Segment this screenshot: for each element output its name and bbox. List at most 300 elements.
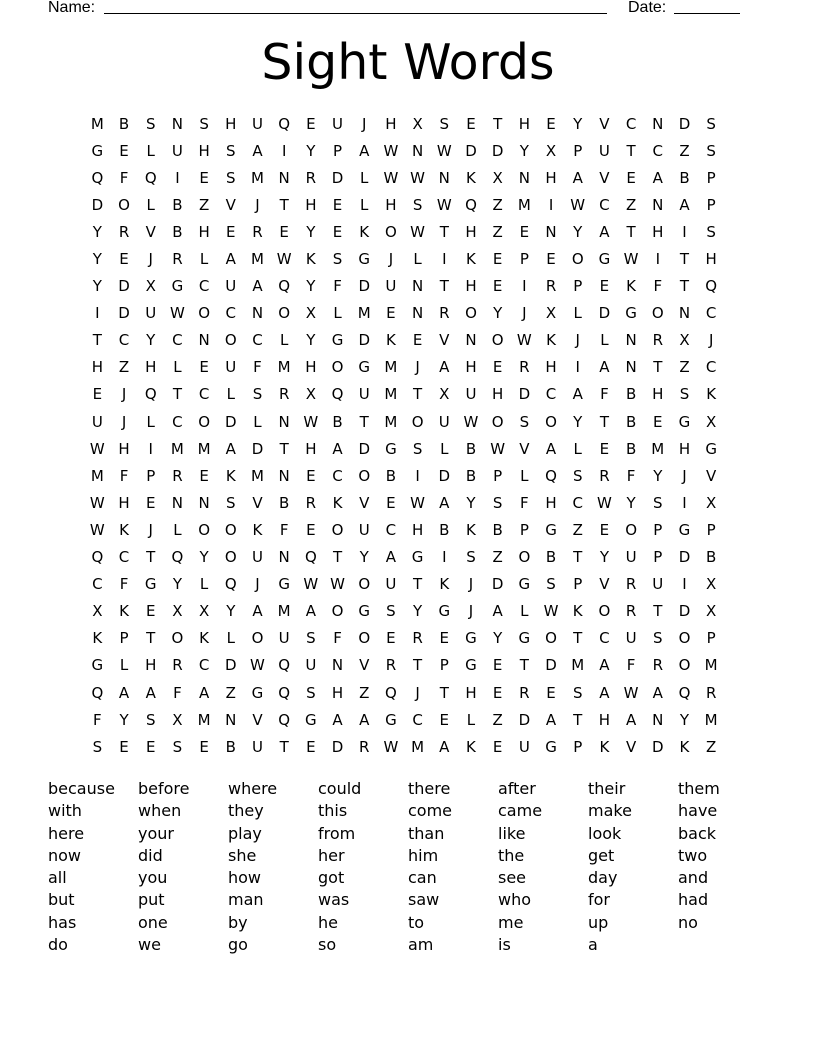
grid-letter: S bbox=[546, 575, 556, 594]
grid-letter: X bbox=[305, 385, 316, 404]
grid-letter: C bbox=[599, 629, 610, 648]
grid-letter: Z bbox=[492, 710, 503, 729]
grid-letter: S bbox=[332, 250, 343, 269]
grid-letter: C bbox=[92, 575, 103, 594]
grid-letter: Q bbox=[278, 683, 291, 702]
grid-letter: H bbox=[492, 385, 504, 404]
grid-letter: U bbox=[625, 629, 637, 648]
grid-letter: C bbox=[118, 331, 130, 350]
grid-letter: S bbox=[145, 114, 156, 133]
grid-letter: J bbox=[148, 250, 153, 269]
grid-letter: O bbox=[625, 520, 637, 539]
grid-letter: G bbox=[251, 683, 264, 702]
grid-letter: J bbox=[121, 385, 127, 404]
grid-letter: O bbox=[331, 602, 344, 621]
grid-letter: H bbox=[465, 277, 477, 296]
word-list-item: there bbox=[408, 779, 451, 798]
grid-letter: F bbox=[626, 466, 636, 485]
grid-letter: N bbox=[625, 358, 637, 377]
grid-letter: Q bbox=[91, 168, 104, 187]
grid-letter: K bbox=[466, 520, 476, 539]
grid-letter: S bbox=[706, 222, 716, 241]
grid-letter: O bbox=[331, 520, 344, 539]
grid-letter: Q bbox=[705, 277, 718, 296]
grid-letter: M bbox=[411, 737, 425, 756]
word-list-item: from bbox=[318, 823, 356, 843]
grid-letter: Y bbox=[493, 304, 503, 323]
grid-letter: Q bbox=[278, 656, 291, 675]
grid-letter: Q bbox=[465, 195, 477, 214]
grid-letter: A bbox=[545, 710, 557, 729]
grid-letter: N bbox=[278, 168, 290, 187]
grid-letter: V bbox=[252, 493, 263, 512]
grid-letter: H bbox=[545, 168, 557, 187]
grid-letter: F bbox=[119, 168, 129, 187]
grid-letter: A bbox=[252, 277, 263, 296]
word-list-item: she bbox=[228, 845, 257, 865]
grid-letter: J bbox=[468, 575, 474, 594]
grid-letter: R bbox=[705, 683, 717, 702]
grid-letter: R bbox=[118, 222, 130, 241]
grid-letter: I bbox=[682, 222, 687, 241]
word-list-item: make bbox=[588, 801, 632, 821]
grid-letter: I bbox=[175, 168, 180, 187]
grid-letter: D bbox=[118, 304, 130, 323]
grid-letter: Z bbox=[679, 141, 690, 160]
grid-letter: X bbox=[145, 277, 156, 296]
grid-letter: C bbox=[225, 304, 237, 323]
grid-letter: A bbox=[252, 602, 263, 621]
grid-letter: B bbox=[172, 195, 183, 214]
grid-letter: C bbox=[172, 412, 183, 431]
grid-letter: J bbox=[148, 520, 153, 539]
word-list-item: put bbox=[138, 890, 165, 910]
grid-letter: E bbox=[306, 737, 316, 756]
word-list-item: their bbox=[588, 779, 626, 798]
grid-letter: A bbox=[679, 195, 690, 214]
grid-letter: X bbox=[305, 304, 316, 323]
word-list-item: to bbox=[408, 912, 425, 932]
grid-letter: G bbox=[465, 629, 477, 648]
grid-letter: V bbox=[439, 331, 450, 350]
word-list-item: am bbox=[408, 935, 434, 955]
grid-letter: O bbox=[358, 466, 371, 485]
grid-letter: C bbox=[599, 195, 610, 214]
word-list-item: came bbox=[498, 801, 543, 821]
grid-letter: A bbox=[439, 493, 450, 512]
grid-letter: U bbox=[251, 114, 263, 133]
word-list bbox=[48, 778, 768, 956]
grid-letter: D bbox=[331, 168, 344, 187]
grid-letter: X bbox=[706, 493, 717, 512]
grid-letter: M bbox=[197, 710, 211, 729]
grid-letter: L bbox=[146, 141, 155, 160]
grid-letter: Y bbox=[172, 575, 182, 594]
grid-letter: K bbox=[119, 602, 129, 621]
grid-letter: G bbox=[278, 575, 290, 594]
word-list-item: how bbox=[228, 868, 262, 888]
grid-letter: M bbox=[197, 439, 211, 458]
grid-letter: B bbox=[279, 493, 290, 512]
grid-letter: O bbox=[678, 629, 691, 648]
grid-letter: T bbox=[573, 710, 583, 729]
grid-letter: V bbox=[706, 466, 717, 485]
grid-letter: A bbox=[198, 683, 210, 702]
grid-letter: D bbox=[518, 710, 531, 729]
name-label: Name: bbox=[48, 0, 96, 16]
grid-letter: K bbox=[599, 737, 610, 756]
grid-letter: X bbox=[172, 602, 183, 621]
grid-letter: A bbox=[439, 358, 450, 377]
grid-letter: T bbox=[172, 385, 182, 404]
grid-letter: K bbox=[546, 331, 556, 350]
grid-letter: Q bbox=[385, 683, 397, 702]
grid-letter: V bbox=[625, 737, 637, 756]
grid-letter: D bbox=[225, 412, 237, 431]
grid-letter: H bbox=[145, 656, 157, 675]
grid-letter: R bbox=[305, 168, 317, 187]
grid-letter: U bbox=[145, 304, 157, 323]
grid-letter: A bbox=[332, 439, 343, 458]
grid-letter: M bbox=[704, 656, 718, 675]
grid-letter: N bbox=[278, 548, 290, 567]
grid-letter: N bbox=[411, 277, 424, 296]
grid-letter: N bbox=[438, 168, 450, 187]
grid-letter: E bbox=[306, 520, 316, 539]
grid-letter: H bbox=[385, 114, 397, 133]
grid-letter: P bbox=[519, 520, 529, 539]
grid-letter: U bbox=[358, 520, 370, 539]
grid-letter: I bbox=[575, 358, 580, 377]
word-list-item: because bbox=[48, 779, 115, 798]
grid-letter: P bbox=[119, 629, 129, 648]
page-title: Sight Words bbox=[261, 34, 555, 91]
grid-letter: W bbox=[516, 331, 532, 350]
grid-letter: C bbox=[705, 358, 717, 377]
grid-letter: J bbox=[388, 250, 394, 269]
grid-letter: T bbox=[439, 683, 449, 702]
grid-letter: G bbox=[171, 277, 184, 296]
grid-letter: O bbox=[411, 412, 424, 431]
word-list-item: when bbox=[138, 801, 182, 821]
grid-letter: V bbox=[599, 114, 610, 133]
grid-letter: O bbox=[545, 412, 557, 431]
grid-letter: A bbox=[599, 656, 610, 675]
grid-letter: L bbox=[253, 412, 262, 431]
grid-letter: T bbox=[653, 602, 663, 621]
grid-letter: E bbox=[492, 683, 503, 702]
grid-letter: V bbox=[599, 575, 610, 594]
grid-letter: K bbox=[572, 602, 583, 621]
grid-letter: G bbox=[358, 250, 371, 269]
grid-letter: N bbox=[331, 656, 344, 675]
grid-letter: Q bbox=[91, 683, 104, 702]
grid-letter: H bbox=[305, 195, 317, 214]
grid-letter: E bbox=[386, 304, 396, 323]
grid-letter: U bbox=[91, 412, 103, 431]
grid-letter: T bbox=[413, 385, 423, 404]
grid-letter: S bbox=[226, 141, 236, 160]
grid-letter: A bbox=[359, 710, 370, 729]
word-list-item: we bbox=[138, 935, 161, 955]
grid-letter: E bbox=[226, 222, 236, 241]
grid-letter: S bbox=[386, 602, 396, 621]
grid-letter: J bbox=[415, 683, 420, 702]
grid-letter: Y bbox=[119, 710, 129, 729]
grid-letter: O bbox=[224, 548, 237, 567]
grid-letter: C bbox=[198, 385, 210, 404]
grid-letter: H bbox=[518, 114, 530, 133]
grid-letter: D bbox=[678, 548, 691, 567]
grid-letter: F bbox=[333, 277, 342, 296]
grid-letter: W bbox=[303, 575, 319, 594]
grid-letter: J bbox=[468, 602, 474, 621]
grid-letter: A bbox=[599, 222, 610, 241]
grid-letter: N bbox=[465, 331, 477, 350]
grid-letter: Y bbox=[653, 466, 663, 485]
grid-letter: E bbox=[145, 737, 156, 756]
word-list-item: he bbox=[318, 912, 338, 932]
grid-letter: N bbox=[518, 168, 530, 187]
grid-letter: X bbox=[439, 385, 450, 404]
grid-letter: O bbox=[491, 331, 504, 350]
grid-letter: H bbox=[225, 114, 237, 133]
grid-letter: R bbox=[359, 737, 370, 756]
grid-letter: O bbox=[651, 304, 664, 323]
grid-letter: Y bbox=[306, 141, 316, 160]
grid-letter: I bbox=[415, 466, 420, 485]
grid-letter: D bbox=[91, 195, 104, 214]
grid-letter: Z bbox=[492, 548, 503, 567]
grid-letter: G bbox=[545, 737, 557, 756]
grid-letter: K bbox=[359, 222, 370, 241]
grid-letter: A bbox=[359, 141, 370, 160]
word-list-item: have bbox=[678, 801, 718, 821]
grid-letter: W bbox=[89, 493, 105, 512]
grid-letter: W bbox=[623, 250, 639, 269]
grid-letter: N bbox=[625, 331, 637, 350]
grid-letter: K bbox=[252, 520, 263, 539]
grid-letter: O bbox=[198, 412, 210, 431]
grid-letter: A bbox=[332, 710, 343, 729]
grid-letter: R bbox=[599, 466, 610, 485]
word-list-item: after bbox=[498, 779, 536, 798]
grid-letter: I bbox=[442, 548, 447, 567]
grid-letter: T bbox=[519, 656, 529, 675]
grid-letter: C bbox=[198, 277, 210, 296]
grid-letter: H bbox=[545, 493, 557, 512]
grid-letter: E bbox=[546, 250, 556, 269]
grid-letter: G bbox=[411, 548, 424, 567]
grid-letter: A bbox=[545, 439, 557, 458]
grid-letter: T bbox=[146, 629, 156, 648]
grid-letter: C bbox=[385, 520, 397, 539]
grid-letter: V bbox=[252, 710, 263, 729]
word-list-item: go bbox=[228, 935, 248, 955]
grid-letter: H bbox=[545, 358, 557, 377]
grid-letter: T bbox=[573, 629, 583, 648]
grid-letter: M bbox=[517, 195, 531, 214]
grid-letter: R bbox=[172, 466, 183, 485]
grid-letter: X bbox=[706, 412, 717, 431]
grid-letter: U bbox=[358, 385, 370, 404]
grid-letter: W bbox=[410, 222, 426, 241]
grid-letter: S bbox=[199, 114, 209, 133]
grid-letter: B bbox=[332, 412, 343, 431]
grid-letter: F bbox=[333, 629, 342, 648]
grid-letter: D bbox=[225, 656, 237, 675]
grid-letter: B bbox=[465, 466, 477, 485]
grid-letter: E bbox=[199, 737, 209, 756]
grid-letter: U bbox=[385, 575, 397, 594]
grid-letter: Q bbox=[278, 277, 291, 296]
grid-letter: N bbox=[171, 493, 184, 512]
grid-letter: P bbox=[333, 141, 343, 160]
grid-letter: L bbox=[226, 385, 235, 404]
grid-letter: N bbox=[652, 195, 664, 214]
grid-letter: K bbox=[679, 737, 690, 756]
grid-letter: A bbox=[225, 250, 236, 269]
grid-letter: E bbox=[546, 683, 556, 702]
grid-letter: D bbox=[678, 114, 691, 133]
grid-letter: S bbox=[519, 412, 530, 431]
grid-letter: Z bbox=[359, 683, 370, 702]
grid-letter: M bbox=[651, 439, 665, 458]
word-list-item: this bbox=[318, 801, 348, 821]
grid-letter: E bbox=[119, 737, 129, 756]
word-list-item: no bbox=[678, 912, 698, 932]
grid-letter: E bbox=[599, 439, 610, 458]
grid-letter: Z bbox=[572, 520, 583, 539]
grid-letter: S bbox=[653, 493, 663, 512]
grid-letter: E bbox=[306, 114, 316, 133]
grid-letter: R bbox=[385, 656, 397, 675]
grid-letter: L bbox=[360, 195, 369, 214]
grid-letter: D bbox=[331, 737, 344, 756]
grid-letter: D bbox=[491, 575, 504, 594]
grid-letter: R bbox=[439, 304, 450, 323]
grid-letter: P bbox=[573, 277, 583, 296]
grid-letter: Q bbox=[304, 548, 317, 567]
grid-letter: I bbox=[548, 195, 554, 214]
grid-letter: M bbox=[384, 412, 398, 431]
grid-letter: L bbox=[360, 168, 369, 187]
word-list-item: look bbox=[588, 823, 622, 843]
grid-letter: G bbox=[438, 602, 451, 621]
grid-letter: U bbox=[465, 385, 477, 404]
grid-letter: R bbox=[625, 602, 637, 621]
grid-letter: F bbox=[119, 466, 129, 485]
word-list-item: can bbox=[408, 868, 437, 888]
grid-letter: N bbox=[198, 331, 210, 350]
grid-letter: D bbox=[358, 439, 370, 458]
grid-letter: H bbox=[305, 358, 317, 377]
grid-letter: G bbox=[144, 575, 157, 594]
grid-letter: B bbox=[118, 114, 130, 133]
grid-letter: G bbox=[518, 575, 531, 594]
grid-letter: R bbox=[172, 250, 183, 269]
grid-letter: U bbox=[171, 141, 183, 160]
grid-letter: S bbox=[706, 114, 716, 133]
grid-letter: Q bbox=[144, 385, 157, 404]
grid-letter: X bbox=[92, 602, 103, 621]
grid-letter: Z bbox=[625, 195, 637, 214]
grid-letter: N bbox=[652, 114, 664, 133]
grid-letter: J bbox=[362, 114, 367, 133]
grid-letter: U bbox=[438, 412, 450, 431]
grid-letter: Y bbox=[226, 602, 236, 621]
grid-letter: T bbox=[626, 141, 636, 160]
grid-letter: T bbox=[413, 656, 423, 675]
grid-letter: C bbox=[332, 466, 343, 485]
grid-letter: K bbox=[466, 250, 476, 269]
grid-letter: D bbox=[358, 277, 370, 296]
grid-letter: P bbox=[706, 629, 716, 648]
grid-letter: X bbox=[706, 575, 717, 594]
grid-letter: R bbox=[278, 385, 290, 404]
grid-letter: D bbox=[438, 466, 451, 485]
grid-letter: P bbox=[653, 548, 663, 567]
word-list-item: now bbox=[48, 845, 82, 865]
grid-letter: M bbox=[250, 168, 264, 187]
grid-letter: A bbox=[439, 737, 450, 756]
grid-letter: M bbox=[90, 466, 104, 485]
grid-letter: P bbox=[573, 141, 583, 160]
grid-letter: E bbox=[119, 250, 129, 269]
grid-letter: T bbox=[599, 412, 609, 431]
grid-letter: B bbox=[172, 222, 183, 241]
grid-letter: K bbox=[706, 385, 717, 404]
grid-letter: A bbox=[625, 710, 637, 729]
grid-letter: H bbox=[305, 439, 317, 458]
grid-letter: T bbox=[279, 737, 289, 756]
grid-letter: H bbox=[198, 141, 210, 160]
grid-letter: W bbox=[330, 575, 345, 594]
grid-letter: G bbox=[465, 656, 477, 675]
grid-letter: F bbox=[600, 385, 609, 404]
grid-letter: O bbox=[198, 304, 210, 323]
word-list-item: did bbox=[138, 845, 163, 865]
grid-letter: D bbox=[251, 439, 264, 458]
grid-letter: H bbox=[465, 358, 477, 377]
grid-letter: Z bbox=[492, 195, 503, 214]
grid-letter: E bbox=[492, 656, 503, 675]
grid-letter: W bbox=[89, 439, 105, 458]
word-list-item: play bbox=[228, 823, 262, 843]
grid-letter: H bbox=[118, 493, 130, 512]
word-list-item: with bbox=[48, 801, 82, 821]
grid-letter: P bbox=[146, 466, 156, 485]
grid-letter: F bbox=[653, 277, 663, 296]
grid-letter: K bbox=[199, 629, 210, 648]
grid-letter: T bbox=[653, 358, 663, 377]
grid-letter: X bbox=[492, 168, 503, 187]
grid-letter: C bbox=[412, 710, 423, 729]
grid-letter: N bbox=[278, 412, 290, 431]
date-blank-line bbox=[674, 13, 740, 14]
grid-letter: E bbox=[199, 358, 209, 377]
grid-letter: Q bbox=[171, 548, 184, 567]
grid-letter: F bbox=[253, 358, 262, 377]
grid-letter: S bbox=[92, 737, 103, 756]
word-list-item: like bbox=[498, 823, 526, 843]
grid-letter: P bbox=[573, 575, 583, 594]
grid-letter: J bbox=[255, 575, 260, 594]
grid-letter: K bbox=[385, 331, 396, 350]
grid-letter: I bbox=[95, 304, 100, 323]
grid-letter: E bbox=[92, 385, 103, 404]
grid-letter: L bbox=[520, 466, 529, 485]
